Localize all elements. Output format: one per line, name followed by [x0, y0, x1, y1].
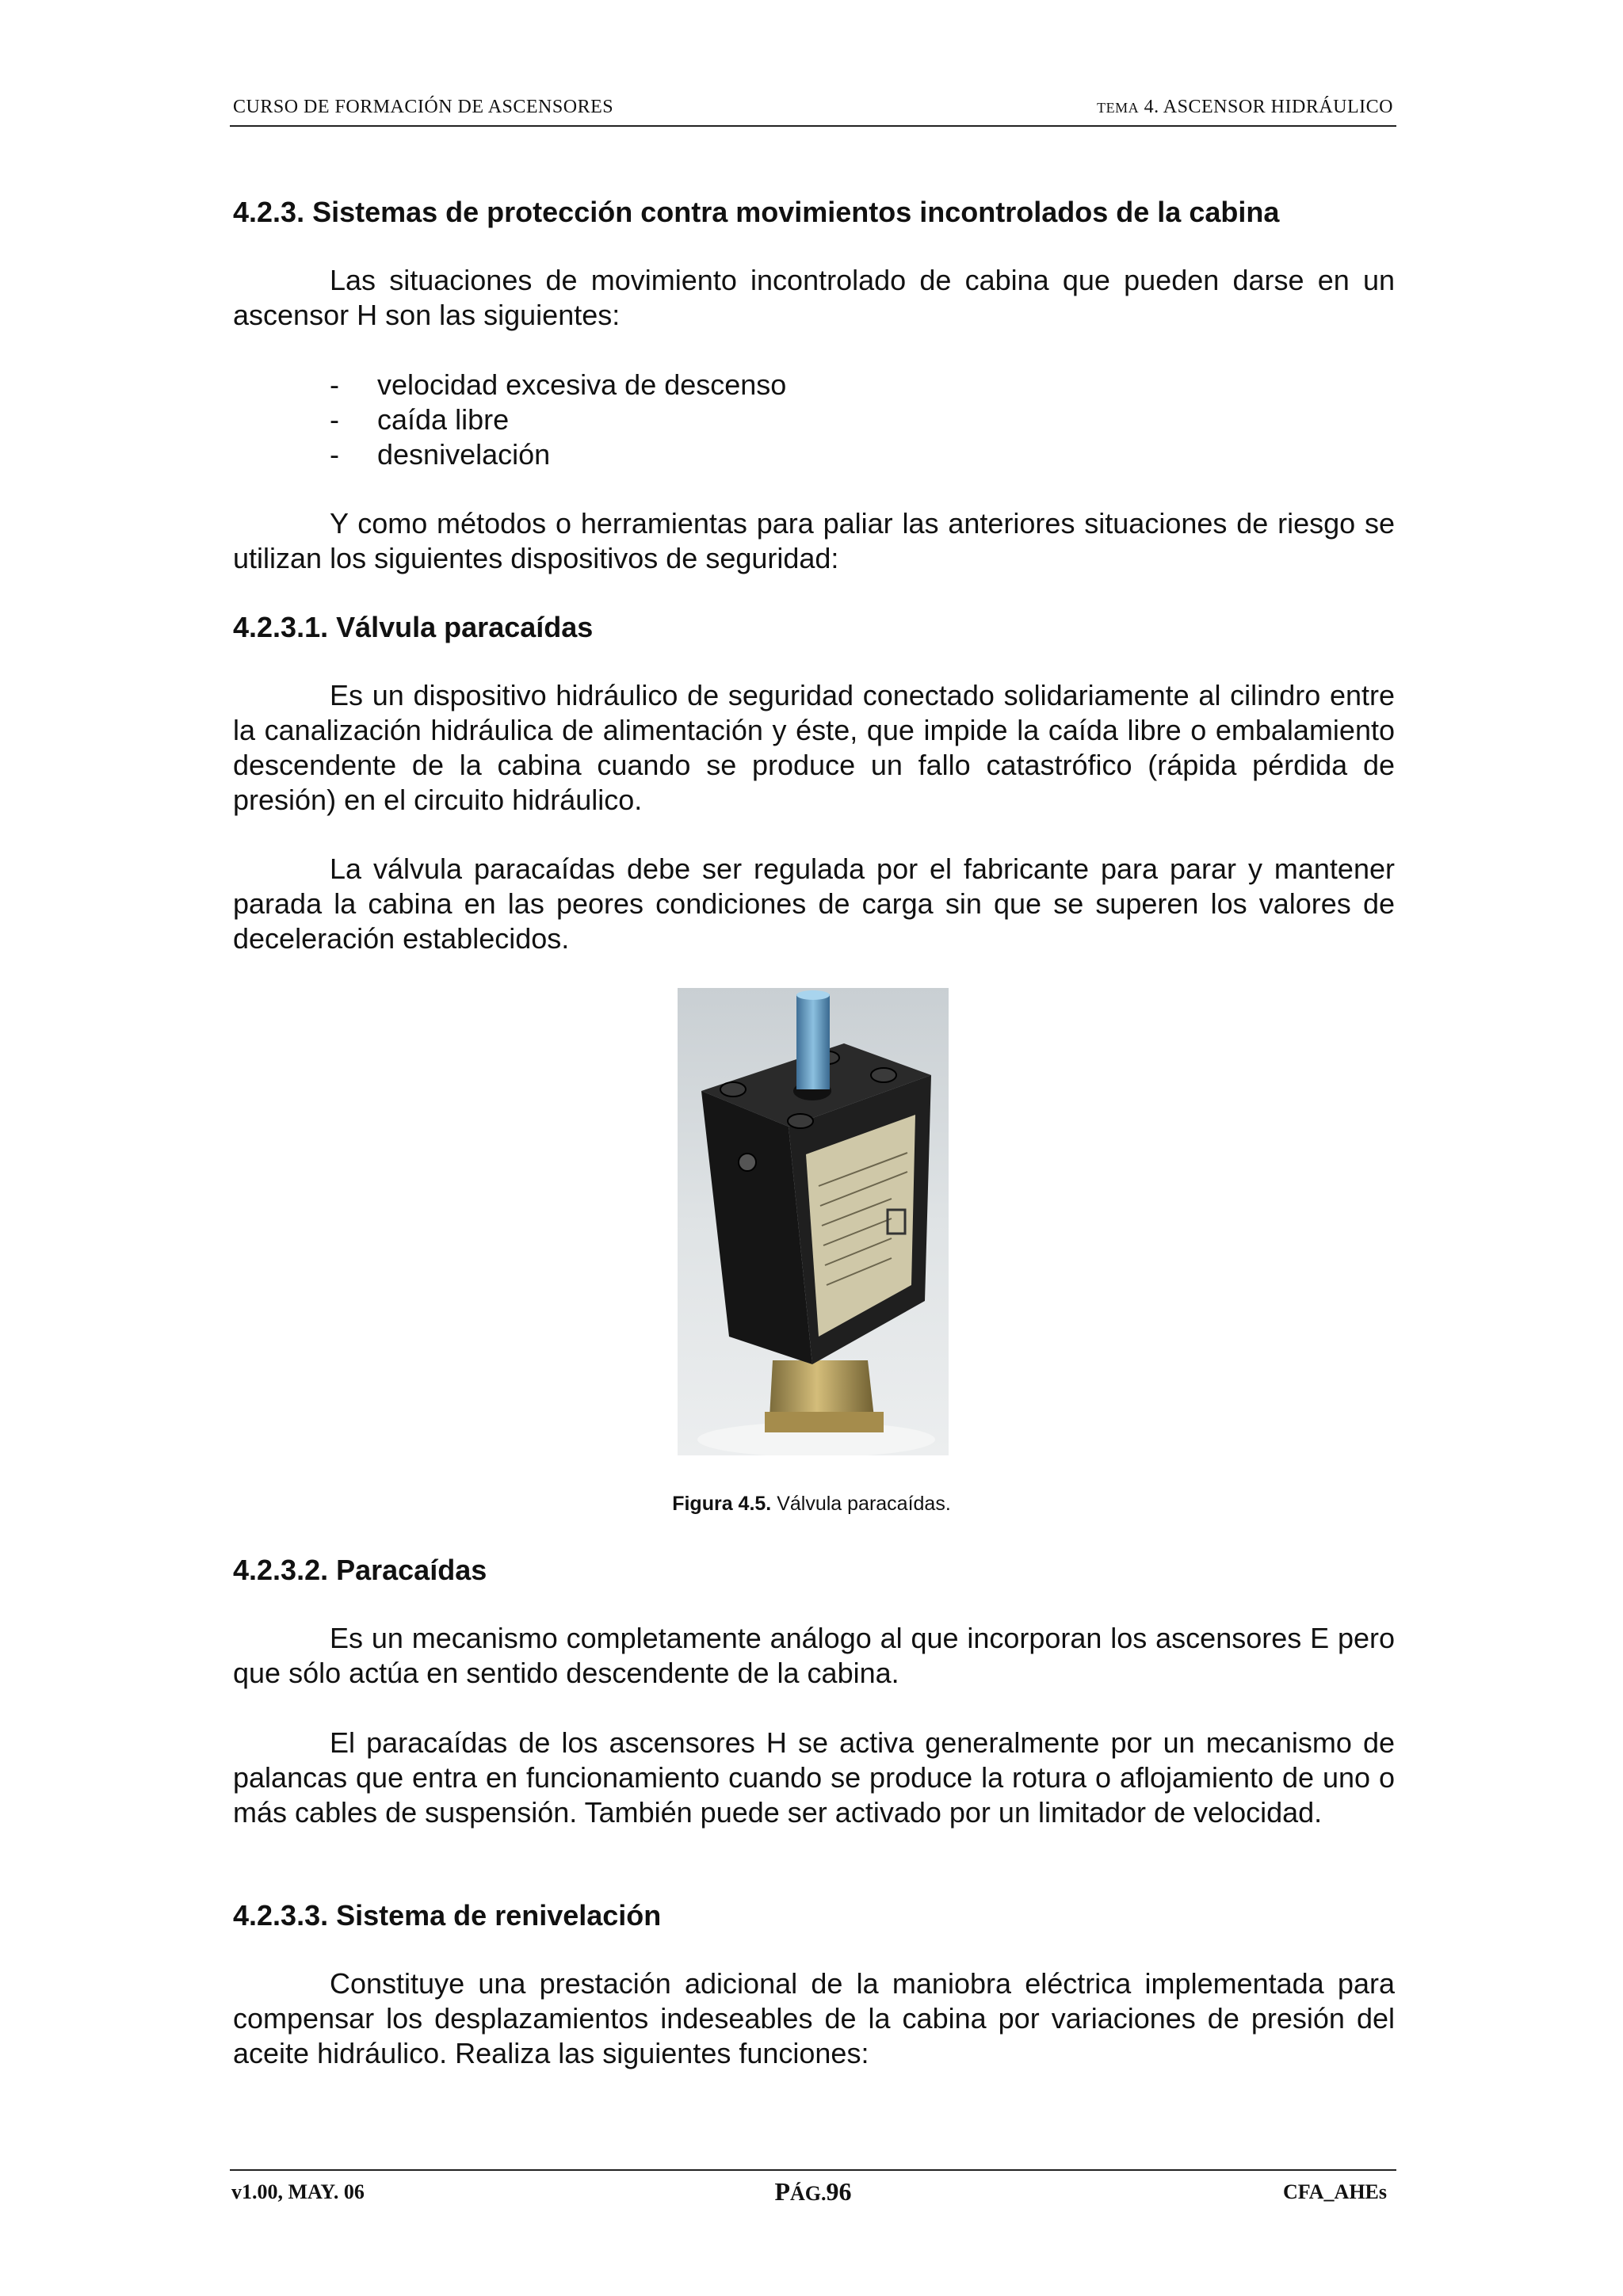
figure-caption-label: Figura 4.5. — [672, 1493, 772, 1515]
paragraph-intro-text: Las situaciones de movimiento incontrolado de cabina que pueden darse en un ascensor H son las siguientes: — [233, 264, 1395, 331]
paragraph-parachute-analog — [233, 1621, 1395, 1691]
paragraph-methods-text: Y como métodos o herramientas para paliar las anteriores situaciones de riesgo se utilizan los siguientes dispositivos de seguridad: — [233, 507, 1395, 574]
section-heading-4-2-3-1: 4.2.3.1. Válvula paracaídas — [233, 611, 594, 643]
footer-doc-code: CFA_AHEs — [1283, 2180, 1387, 2203]
section-heading-4-2-3-3: 4.2.3.3. Sistema de renivelación — [233, 1899, 662, 1932]
paragraph-parachute-analog-text: Es un mecanismo completamente análogo al que incorporan los ascensores E pero que sólo actúa en sentido descendente de la cabina. — [233, 1622, 1395, 1689]
list-item-text: desnivelación — [377, 438, 551, 471]
paragraph-relevelling — [233, 1966, 1395, 2071]
paragraph-valve-regulation-text: La válvula paracaídas debe ser regulada por el fabricante para parar y mantener parada la cabina en las peores condiciones de carga sin que se superen los valores de deceleración establecidos. — [233, 852, 1395, 955]
header-chapter-name: 4. ASCENSOR HIDRÁULICO — [1139, 97, 1393, 117]
header-chapter-title — [1097, 97, 1393, 118]
risk-situations-list — [330, 368, 786, 472]
paragraph-valve-description-text: Es un dispositivo hidráulico de seguridad conectado solidariamente al cilindro entre la canalización hidráulica de alimentación y éste, que impide la caída libre o embalamiento descendente de la cabina cuando se produce un fallo catastrófico (rápida pérdida de presión) en el circuito hidráulico. — [233, 679, 1395, 816]
figure-caption — [0, 1493, 1623, 1516]
footer-page-prefix-rest: ÁG. — [790, 2182, 827, 2205]
footer-version: v1.00, MAY. 06 — [231, 2180, 365, 2203]
paragraph-valve-description — [233, 678, 1395, 818]
page-footer — [230, 2169, 1396, 2206]
paragraph-relevelling-text: Constituye una prestación adicional de la maniobra eléctrica implementada para compensar los desplazamientos indeseables de la cabina por variaciones de presión del aceite hidráulico. Realiza las siguientes funciones: — [233, 1967, 1395, 2069]
paragraph-parachute-activation-text: El paracaídas de los ascensores H se activa generalmente por un mecanismo de palancas que entra en funcionamiento cuando se produce la rotura o aflojamiento de uno o más cables de suspensión. También puede ser activado por un limitador de velocidad. — [233, 1726, 1395, 1829]
footer-page-number — [230, 2177, 1396, 2206]
paragraph-valve-regulation — [233, 852, 1395, 956]
header-tema-label: TEMA — [1097, 100, 1140, 116]
header-course-title: CURSO DE FORMACIÓN DE ASCENSORES — [233, 97, 614, 117]
footer-page-value: 96 — [826, 2177, 852, 2206]
section-heading-4-2-3: 4.2.3. Sistemas de protección contra movimientos incontrolados de la cabina — [233, 196, 1280, 228]
figure-caption-text: Válvula paracaídas. — [771, 1493, 951, 1515]
page-header — [230, 97, 1396, 127]
paragraph-intro — [233, 263, 1395, 333]
paragraph-parachute-activation — [233, 1726, 1395, 1830]
list-item: - desnivelación — [330, 438, 551, 471]
list-item: - velocidad excesiva de descenso — [330, 368, 787, 401]
list-item-text: velocidad excesiva de descenso — [377, 368, 787, 401]
paragraph-methods — [233, 506, 1395, 576]
footer-page-prefix-p: P — [774, 2177, 791, 2206]
section-heading-4-2-3-2: 4.2.3.2. Paracaídas — [233, 1554, 487, 1586]
list-item-text: caída libre — [377, 403, 510, 436]
list-item: - caída libre — [330, 403, 510, 436]
valve-photo — [678, 988, 949, 1455]
valve-photo-drawing — [678, 988, 949, 1455]
